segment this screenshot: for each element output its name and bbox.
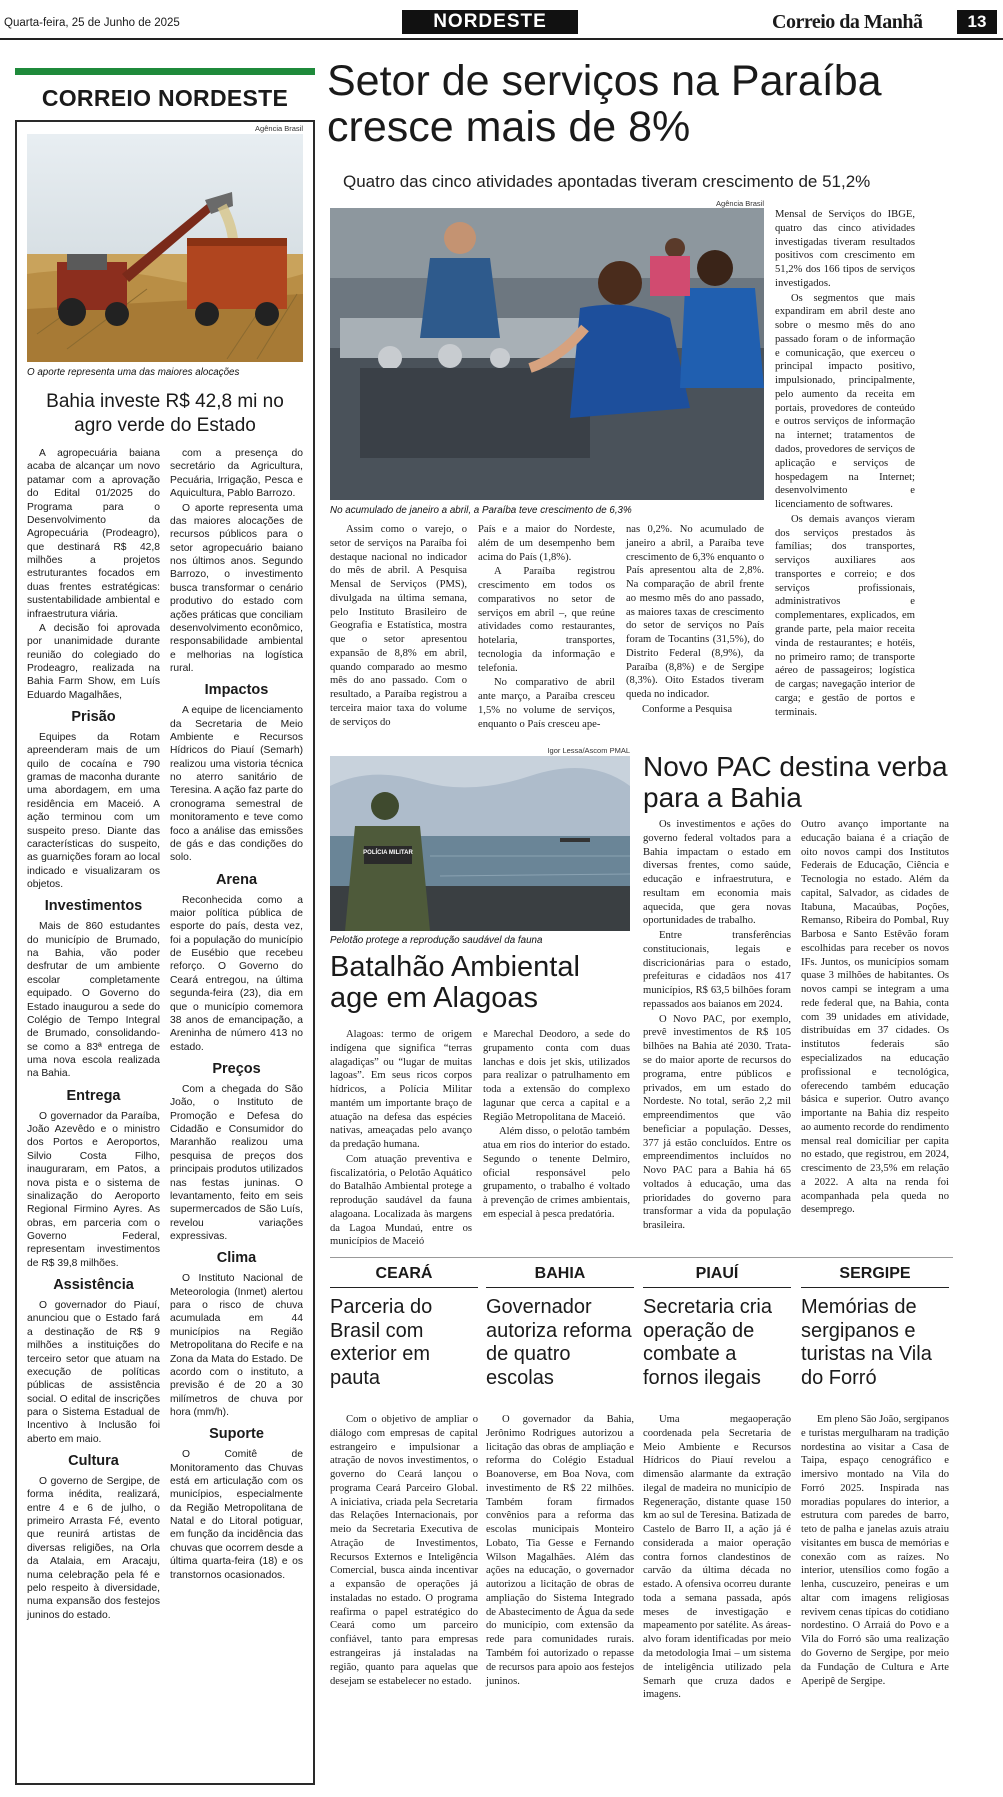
state-label: PIAUÍ: [643, 1265, 791, 1288]
sidebar-subhead: Clima: [216, 1250, 257, 1267]
state-story-ceará: [330, 1265, 478, 1785]
pac-column-1: [643, 818, 791, 1232]
article-paragraph: Entre transferências constitucionais, legais e discricionárias para o estado, prefeituras e cidadãos nos 417 municípios, R$ 63,5 bilhões foram repassados aos baianos em 2024.: [643, 930, 791, 1010]
header-date: Quarta-feira, 25 de Junho de 2025: [4, 17, 180, 29]
sidebar-subhead: Prisão: [71, 709, 116, 726]
article-paragraph: O governador da Bahia, Jerônimo Rodrigues autorizou a licitação das obras de ampliação e reforma do Colégio Estadual Boanoverse, em Boa Nova, com investimento de R$ 22 milhões. Também foram firmados convênios para a reforma das escolas municipais Monteiro Lobato, Tia Gesse e Fernando Wilson Magalhães. Além das ações na educação, o governador autorizou a licitação de obras de ampliação do Sistema Integrado de Abastecimento de Água da sede do município, com extensão da rede para comunidades rurais. Também foi autorizado o repasse de recursos para apoio aos festejos juninos.: [486, 1414, 634, 1687]
sidebar-subhead: Assistência: [53, 1277, 134, 1294]
state-story-headline: Parceria do Brasil com exterior em pauta: [330, 1296, 433, 1389]
article-paragraph: Os demais avanços vieram dos serviços prestados às famílias; dos transportes, serviços auxiliares aos transportes e correio; e dos serviços profissionais, administrativos e complementares, explicados, em grande parte, pela maior receita vinda de restaurantes; e hotéis, no primeiro ramo; de transporte aéreo de passageiros; logística de cargas; navegação interior de carga; e gestão de portos e terminais.: [775, 513, 915, 718]
sidebar-subhead: Entrega: [66, 1087, 121, 1104]
sidebar-top-rule: [15, 68, 315, 75]
main-subhead: Quatro das cinco atividades apontadas tiveram crescimento de 51,2%: [343, 172, 871, 191]
article-paragraph: A Paraíba registrou crescimento em todos os comparativos no setor de serviços em abril –, que reúne atividades como restaurantes, hotelaria, transportes, tecnologia da informação e telefonia.: [478, 566, 615, 674]
sidebar-paragraph: Com a chegada do São João, o Instituto de Promoção e Defesa do Cidadão e Consumidor do Maranhão realizou uma pesquisa de preços dos principais produtos utilizados nas festas juninas. O levantamento, feito em seis supermercados de São Luís, revelou variações expressivas.: [170, 1083, 303, 1243]
state-story-piauí: [643, 1265, 791, 1785]
sidebar-paragraph: O aporte representa uma das maiores alocações de recursos públicos para o setor agropecuário baiano nos últimos anos. Segundo Barrozo, o investimento busca transformar o cenário produtivo do estado com ações práticas que conciliam desenvolvimento econômico, responsabilidade ambiental e melhorias na logística rural.: [170, 502, 303, 674]
state-story-body: [643, 1413, 791, 1785]
sidebar-column-1: [27, 447, 160, 1777]
article-paragraph: Assim como o varejo, o setor de serviços na Paraíba foi destaque nacional no indicador do mês de abril. A Pesquisa Mensal de Serviços (PMS), divulgada na última semana, pelo Instituto Brasileiro de Geografia e Estatística, mostra que o setor apresentou expansão de 8,8% em abril, quando comparado ao mesmo mês do ano passado. Com o resultado, a Paraíba registrou a terceira maior taxa do volume de serviços do: [330, 524, 467, 728]
sidebar-photo: [27, 134, 303, 362]
sidebar-paragraph: O governador do Piauí, anunciou que o Estado fará a destinação de R$ 9 milhões a instituições do terceiro setor que atuam na execução de políticas públicas de assistência social. O edital de inscrições para o Sistema Estadual de Incentivo à Inclusão foi aberto em maio.: [27, 1300, 160, 1445]
article-paragraph: O Novo PAC, por exemplo, prevê investimentos de R$ 105 bilhões na Bahia até 2030. Trata-se do maior aporte de recursos do programa, entre públicos e privados, em um estado do Nordeste. No total, serão 2,2 mil empreendimentos que vão beneficiar a população. Desses, 377 já estão concluídos. Entre os empreendimentos incluídos no Novo PAC para a Bahia há 65 voltados à educação, uma das prioridades do governo para transformar a vida da população brasileira.: [643, 1013, 791, 1232]
brand-name: Correio da Manhã: [772, 11, 923, 33]
sidebar-paragraph: Mais de 860 estudantes do município de Brumado, na Bahia, vão poder desfrutar de um ambiente escolar completamente equipado. O Governo do Estado inaugurou a sede do Colégio de Tempo Integral de Brumado, consolidando-se como a 83ª entrega de uma nova escola realizada na Bahia.: [27, 921, 160, 1080]
sidebar-subhead: Cultura: [68, 1453, 119, 1470]
batalhao-photo-credit: Igor Lessa/Ascom PMAL: [547, 746, 630, 755]
article-paragraph: Em pleno São João, sergipanos e turistas mergulharam na tradição nordestina ao visitar a Casa de Taipa, espaço cenográfico e imersivo montado na Vila do Forró 2025. Inspirada nas moradias populares do interior, a estrutura com paredes de barro, teto de palha e janelas azuis atraiu visitantes em busca de memórias e conexão com as raízes. No interior, utensílios como fogão a lenha, cuscuzeiro, peneiras e um altar com imagens religiosas revivem cenas típicas do cotidiano nordestino. O Arraiá do Povo e a Vila do Forró são uma realização do Governo de Sergipe, por meio da Fundação de Cultura e Arte Aperipê de Sergipe.: [801, 1414, 949, 1687]
page-number: 13: [957, 10, 997, 34]
main-column-3: [626, 523, 764, 731]
state-story-headline: Governador autoriza reforma de quatro escolas: [486, 1296, 632, 1389]
sidebar-paragraph: Reconhecida como a maior política pública de esporte do país, desta vez, foi a população do município de Eusébio que recebeu reforço. O Governo do Ceará entregou, na última segunda-feira (23), dia em que o município comemora 38 anos de emancipação, a Areninha de número 413 no estado.: [170, 894, 303, 1053]
sidebar-headline: Bahia investe R$ 42,8 mi no agro verde do Estado: [46, 391, 284, 437]
police-vest-text: POLÍCIA MILITAR: [363, 850, 413, 856]
sidebar-paragraph: A agropecuária baiana acaba de alcançar um novo patamar com a aprovação do Edital 01/2025 do Programa para o Desenvolvimento da Agropecuária (Prodeagro), que destinará R$ 42,8 milhões a projetos estruturantes focados em duas frentes estratégicas: sustentabilidade ambiental e infraestrutura viária.: [27, 448, 160, 620]
sidebar-title: CORREIO NORDESTE: [41, 85, 289, 111]
header-rule: [0, 38, 1003, 40]
article-paragraph: Conforme a Pesquisa: [642, 703, 733, 715]
main-column-2: [478, 523, 615, 731]
state-story-headline: Secretaria cria operação de combate a fornos ilegais: [643, 1296, 772, 1389]
bottom-top-rule: [330, 1257, 953, 1258]
article-paragraph: Além disso, o pelotão também atua em rios do interior do estado. Segundo o tenente Delmiro, oficial responsável pelo grupamento, o trabalho é voltado à prevenção de crimes ambientais, em especial à pesca predatória.: [483, 1126, 630, 1220]
batalhao-photo: [330, 756, 630, 931]
sidebar-subhead: Arena: [215, 871, 258, 888]
pac-column-2: [801, 818, 949, 1226]
article-paragraph: País e a maior do Nordeste, além de um desempenho bem acima do País (1,8%).: [478, 524, 615, 563]
batalhao-column-1: [330, 1028, 472, 1248]
main-photo-caption: No acumulado de janeiro a abril, a Paraíba teve crescimento de 6,3%: [330, 505, 632, 516]
state-story-sergipe: [801, 1265, 949, 1785]
main-photo: [330, 208, 764, 500]
article-paragraph: Os investimentos e ações do governo federal voltados para a Bahia impactam o estado em diversas frentes, como saúde, educação e infraestrutura, e resultam em economia mais aquecida, que gera novas oportunidades de trabalho.: [643, 819, 791, 927]
state-label: SERGIPE: [801, 1265, 949, 1288]
main-photo-credit: Agência Brasil: [716, 199, 764, 208]
sidebar-subhead: Preços: [212, 1061, 261, 1078]
sidebar-paragraph: Equipes da Rotam apreenderam mais de um quilo de cocaína e 790 gramas de maconha durante uma abordagem, em uma residência em Maceió. A ação terminou com um suspeito preso. Diante das características do suspeito, as guarnições foram ao local indicado e visualizaram os objetos.: [27, 731, 160, 891]
main-column-1: [330, 523, 467, 731]
sidebar-paragraph: A decisão foi aprovada por unanimidade durante reunião do colegiado do Prodeagro, realizada na Bahia Farm Show, em Luís Eduardo Magalhães,: [27, 622, 160, 701]
sidebar-photo-credit: Agência Brasil: [255, 124, 303, 133]
sidebar-photo-caption: O aporte representa uma das maiores alocações: [27, 367, 240, 378]
state-story-body: [486, 1413, 634, 1785]
article-paragraph: Os segmentos que mais expandiram em abril deste ano sobre o mesmo mês do ano passado foram o de informação e comunicação, que exerceu o principal impacto positivo, impulsionado, principalmente, pelo aumento da receita em portais, provedores de conteúdo e outros serviços de informação na internet; tratamentos de dados, provedores de serviços de aplicação e serviços de hospedagem na Internet; desenvolvimento e licenciamento de softwares.: [775, 292, 915, 511]
article-paragraph: Com atuação preventiva e fiscalizatória, o Pelotão Aquático do Batalhão Ambiental protege a reprodução saudável da fauna alagoana. Localizada às margens da Lagoa Mundaú, entre os municípios de Maceió: [330, 1153, 472, 1248]
sidebar-subhead: Impactos: [204, 682, 269, 699]
sidebar-column-2: [170, 447, 303, 1777]
article-paragraph: nas 0,2%. No acumulado de janeiro a abril, a Paraíba teve crescimento de 6,3% enquanto o País apresentou alta de 2,8%. Na comparação de abril frente ao mesmo mês do ano passado, as maiores taxas de crescimento do setor de serviços no País foram de Tocantins (31,5%), do Distrito Federal (8,9%), da Paraíba (8,8%) e de Sergipe (8,3%). Oito Estados tiveram queda no indicador.: [626, 524, 764, 701]
sidebar-paragraph: O governador da Paraíba, João Azevêdo e o ministro dos Portos e Aeroportos, Silvio Costa Filho, inauguraram, em Patos, a nova pista e o sistema de sinalização do Aeroporto Regional Firmino Ayres. As obras, em parceria com o Governo Federal, representam investimentos de R$ 39,8 milhões.: [27, 1110, 160, 1269]
article-paragraph: Com o objetivo de ampliar o diálogo com empresas de capital estrangeiro e impulsionar a atração de novos investimentos, o governo do Ceará lançou o programa Ceará Parceiro Global. A iniciativa, criada pela Secretaria das Relações Internacionais, por meio da Secretaria Executiva de Atração de Investimentos, Recursos Externos e Inteligência Comercial, busca ainda incentivar a expansão de operações já instaladas no estado. O programa reafirma o papel estratégico do Ceará como um parceiro confiável, tanto para empresas estrangeiras já instaladas na região, quanto para aquelas que desejam se estabelecer no estado.: [330, 1414, 478, 1687]
batalhao-column-2: [483, 1028, 630, 1226]
sidebar-paragraph: A equipe de licenciamento da Secretaria de Meio Ambiente e Recursos Hídricos do Piauí (Semarh) realizou uma vistoria técnica no aterro sanitário de Teresina. A ação faz parte do cronograma semestral de monitoramento e teve como foco a análise das emissões de gás e das condições do solo.: [170, 705, 303, 864]
sidebar-paragraph: O governo de Sergipe, de forma inédita, realizará, entre 4 e 6 de julho, o primeiro Arrasta Fé, evento que reunirá artistas de diversas religiões, na Orla da Atalaia, em Aracaju, numa celebração pela fé e pelo respeito à diversidade, numa expansão dos festejos juninos do estado.: [27, 1475, 160, 1621]
state-label: BAHIA: [486, 1265, 634, 1288]
state-story-body: [801, 1413, 949, 1785]
section-label: NORDESTE: [402, 10, 578, 34]
state-story-bahia: [486, 1265, 634, 1785]
state-story-headline: Memórias de sergipanos e turistas na Vila do Forró: [801, 1296, 932, 1389]
article-paragraph: Mensal de Serviços do IBGE, quatro das cinco atividades investigadas tiveram resultados positivos com crescimento em 51,2% dos 166 tipos de serviços investigados.: [775, 209, 915, 289]
state-story-body: [330, 1413, 478, 1785]
sidebar-subhead: Investimentos: [44, 898, 143, 915]
pac-headline: Novo PAC destina verba para a Bahia: [643, 751, 948, 813]
batalhao-headline: Batalhão Ambiental age em Alagoas: [330, 951, 580, 1015]
article-paragraph: Alagoas: termo de origem indígena que significa “terras alagadiças” ou “lugar de muitas lagoas”. Em seus ricos corpos hídricos, a Polícia Militar mantém um importante braço de atuação na defesa das espécies nativas, ameaçadas pelo avanço da predação humana.: [330, 1029, 472, 1151]
article-paragraph: No comparativo de abril ante março, a Paraíba cresceu 1,5% no volume de serviços, enquanto o País cresceu ape-: [478, 677, 615, 730]
sidebar-columns: [27, 447, 303, 1777]
sidebar-paragraph: com a presença do secretário da Agricultura, Pecuária, Irrigação, Pesca e Aquicultura, Pablo Barrozo.: [170, 448, 303, 500]
article-paragraph: Uma megaoperação coordenada pela Secretaria de Meio Ambiente e Recursos Hídricos do Piauí revelou a dimensão alarmante da extração ilegal de madeira no município de Regeneração, distante quase 150 km ao sul de Teresina. Batizada de Castelo de Barro II, a ação já é considerada a maior operação contra fornos clandestinos de carvão da última década no estado. A ofensiva ocorreu durante toda a semana passada, após meses de investigação e mapeamento por satélite. As áreas-alvo foram identificadas por meio da metodologia Imai – um sistema de inteligência utilizado pela Semarh que cruza dados e imagens.: [643, 1414, 791, 1701]
article-paragraph: Outro avanço importante na educação baiana é a criação de oito novos campi dos Institutos Federais de Educação, Ciência e Tecnologia no estado. Além da capital, Salvador, as cidades de Itabuna, Macaúbas, Poções, Remanso, Ribeira do Pombal, Ruy Barbosa e Santo Estêvão foram escolhidas para receber os novos IFs. Juntos, os municípios somam quase 3 milhões de habitantes. Os novos campi se integram a uma rede federal que, na Bahia, conta com 39 unidades em atividade, distribuídas em 37 cidades. Os institutos federais são especializados na educação profissional e tecnológica, oferecendo também educação básica e superior. Outro avanço importante na Bahia diz respeito ao aumento recorde do rendimento mensal real domiciliar per capita no estado, que registrou, em 2024, crescimento de 23,5% em relação a 2022. A alta na renda foi acompanhada pela queda no desemprego.: [801, 819, 949, 1216]
batalhao-photo-caption: Pelotão protege a reprodução saudável da fauna: [330, 935, 543, 946]
main-headline: Setor de serviços na Paraíba cresce mais de 8%: [327, 57, 882, 152]
sidebar-paragraph: O Instituto Nacional de Meteorologia (Inmet) alertou para o risco de chuva acumulada em 44 municípios na Região Metropolitana do Recife e na Zona da Mata do Estado. De acordo com o instituto, a previsão é de 20 a 30 milímetros de chuva por hora (mm/h).: [170, 1273, 303, 1418]
article-paragraph: e Marechal Deodoro, a sede do grupamento conta com duas lanchas e dois jet skis, utilizados para realizar o patrulhamento em toda a extensão do complexo lagunar que cerca a capital e a Região Metropolitana de Maceió.: [483, 1029, 630, 1123]
main-column-4: [775, 208, 915, 731]
state-label: CEARÁ: [330, 1265, 478, 1288]
sidebar-paragraph: O Comitê de Monitoramento das Chuvas está em articulação com os municípios, especialmente da Região Metropolitana de Natal e do Litoral potiguar, em função da incidência das chuvas que ocorrem desde a última quarta-feira (18) e os transtornos ocasionados.: [170, 1449, 303, 1581]
sidebar-subhead: Suporte: [209, 1426, 264, 1443]
sidebar-box: [15, 120, 315, 1785]
